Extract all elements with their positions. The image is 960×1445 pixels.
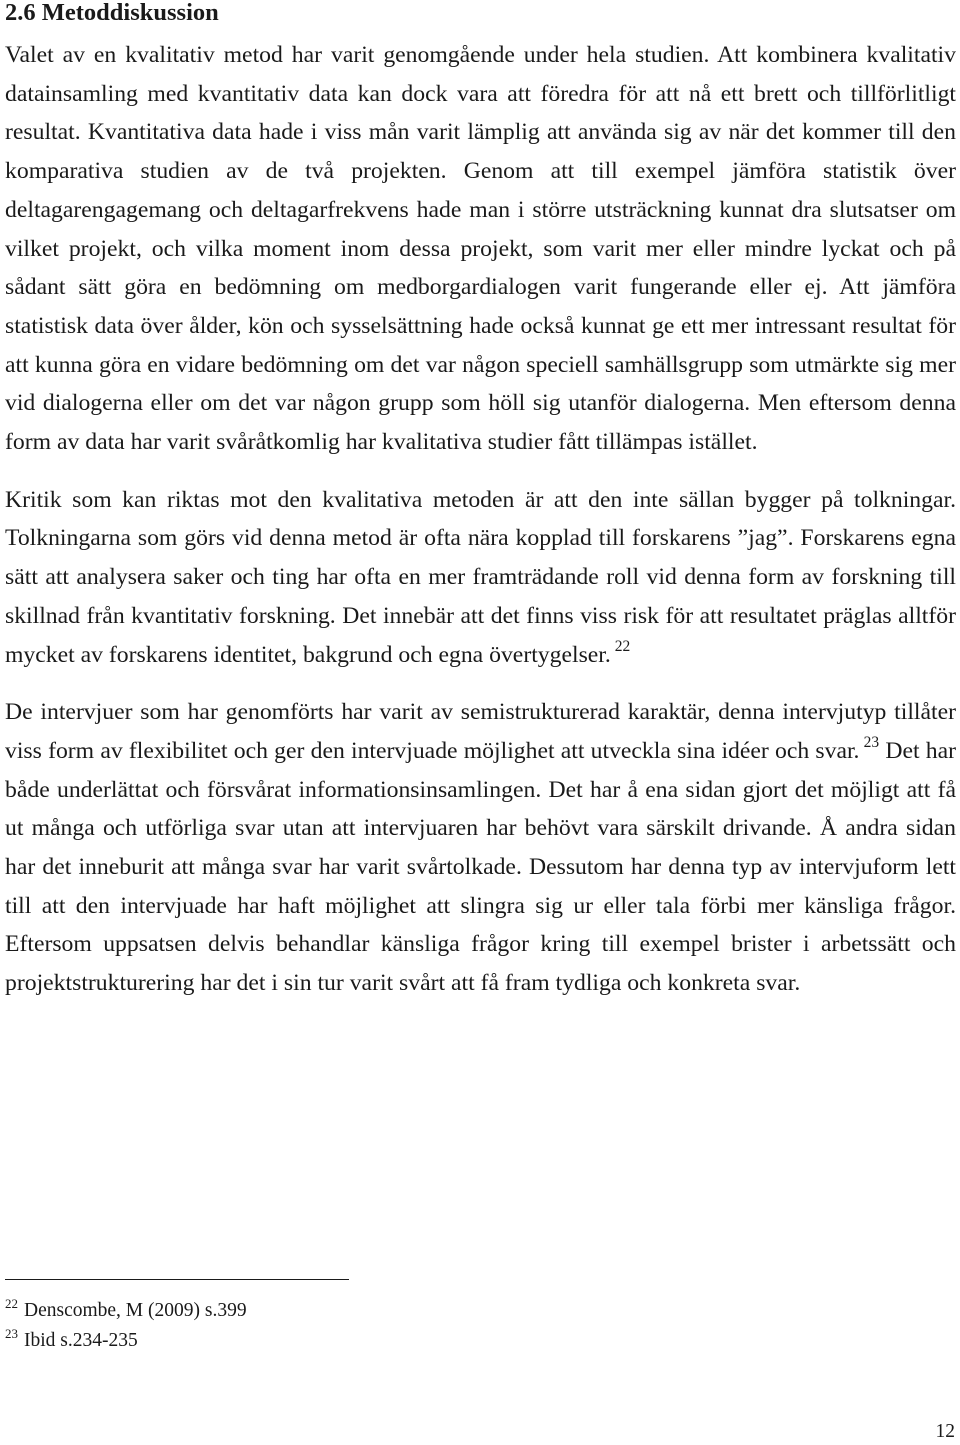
paragraph-method-choice: Valet av en kvalitativ metod har varit genomgående under hela studien. Att kombinera kvalitativ datainsamling med kvantitativ data kan dock vara att föredra för att nå ett brett och tillförlitligt resultat. Kvantitativa data hade i viss mån varit lämplig att använda sig av när det kommer till den komparativa studien av de två projekten. Genom att till exempel jämföra statistik över deltagarengagemang och deltagarfrekvens hade man i större utsträckning kunnat dra slutsatser om vilket projekt, och vilka moment inom dessa projekt, som varit mer eller mindre lyckat och på sådant sätt göra en bedömning om medborgardialogen varit fungerande eller ej. Att jämföra statistisk data över ålder, kön och sysselsättning hade också kunnat ge ett mer intressant resultat för att kunna göra en vidare bedömning om det var någon speciell samhällsgrupp som utmärkte sig mer vid dialogerna eller om det var någon grupp som höll sig utanför dialogerna. Men eftersom denna form av data har varit svåråtkomlig har kvalitativa studier fått tillämpas istället. <box>5 42 956 456</box>
section-heading: 2.6 Metoddiskussion <box>5 0 219 26</box>
paragraph-text-continued: Det har både underlättat och försvårat informationsinsamlingen. Det har å ena sidan gjort det möjligt att få ut många och utförliga svar utan att intervjuaren har behövt vara särskilt drivande. Å andra sidan har det inneburit att många svar har varit svårtolkade. Dessutom har denna typ av intervjuform lett till att den intervjuade har haft möjlighet att slingra sig ur eller tala förbi mer känsliga frågor. Eftersom uppsatsen delvis behandlar känsliga frågor kring till exempel brister i arbetssätt och projektstrukturering har det i sin tur varit svårt att få fram tydliga och konkreta svar. <box>5 737 956 997</box>
page-number: 12 <box>935 1421 955 1442</box>
footnote-text: Denscombe, M (2009) s.399 <box>24 1300 247 1321</box>
paragraph-method-critique <box>5 481 956 675</box>
footnote-number: 22 <box>5 1296 18 1311</box>
footnote-item <box>5 1326 247 1356</box>
paragraph-interviews <box>5 693 956 1003</box>
footnotes <box>5 1296 247 1356</box>
paragraph-text: De intervjuer som har genomförts har varit av semistrukturerad karaktär, denna intervjutyp tillåter viss form av flexibilitet och ger den intervjuade möjlighet att utveckla sina idéer och svar. <box>5 699 956 764</box>
footnote-reference-22: 22 <box>614 637 631 655</box>
footnote-reference-23: 23 <box>863 733 880 751</box>
footnote-item <box>5 1296 247 1326</box>
paragraph-text: Kritik som kan riktas mot den kvalitativa metoden är att den inte sällan bygger på tolkningar. Tolkningarna som görs vid denna metod är ofta nära kopplad till forskarens ”jag”. Forskarens egna sätt att analysera saker och ting har ofta en mer framträdande roll vid denna form av forskning till skillnad från kvantitativ forskning. Det innebär att det finns viss risk för att resultatet präglas alltför mycket av forskarens identitet, bakgrund och egna övertygelser. <box>5 486 956 668</box>
footnote-number: 23 <box>5 1326 18 1341</box>
footnote-text: Ibid s.234-235 <box>24 1330 138 1351</box>
footnote-separator <box>5 1279 349 1280</box>
document-page <box>5 0 956 1003</box>
